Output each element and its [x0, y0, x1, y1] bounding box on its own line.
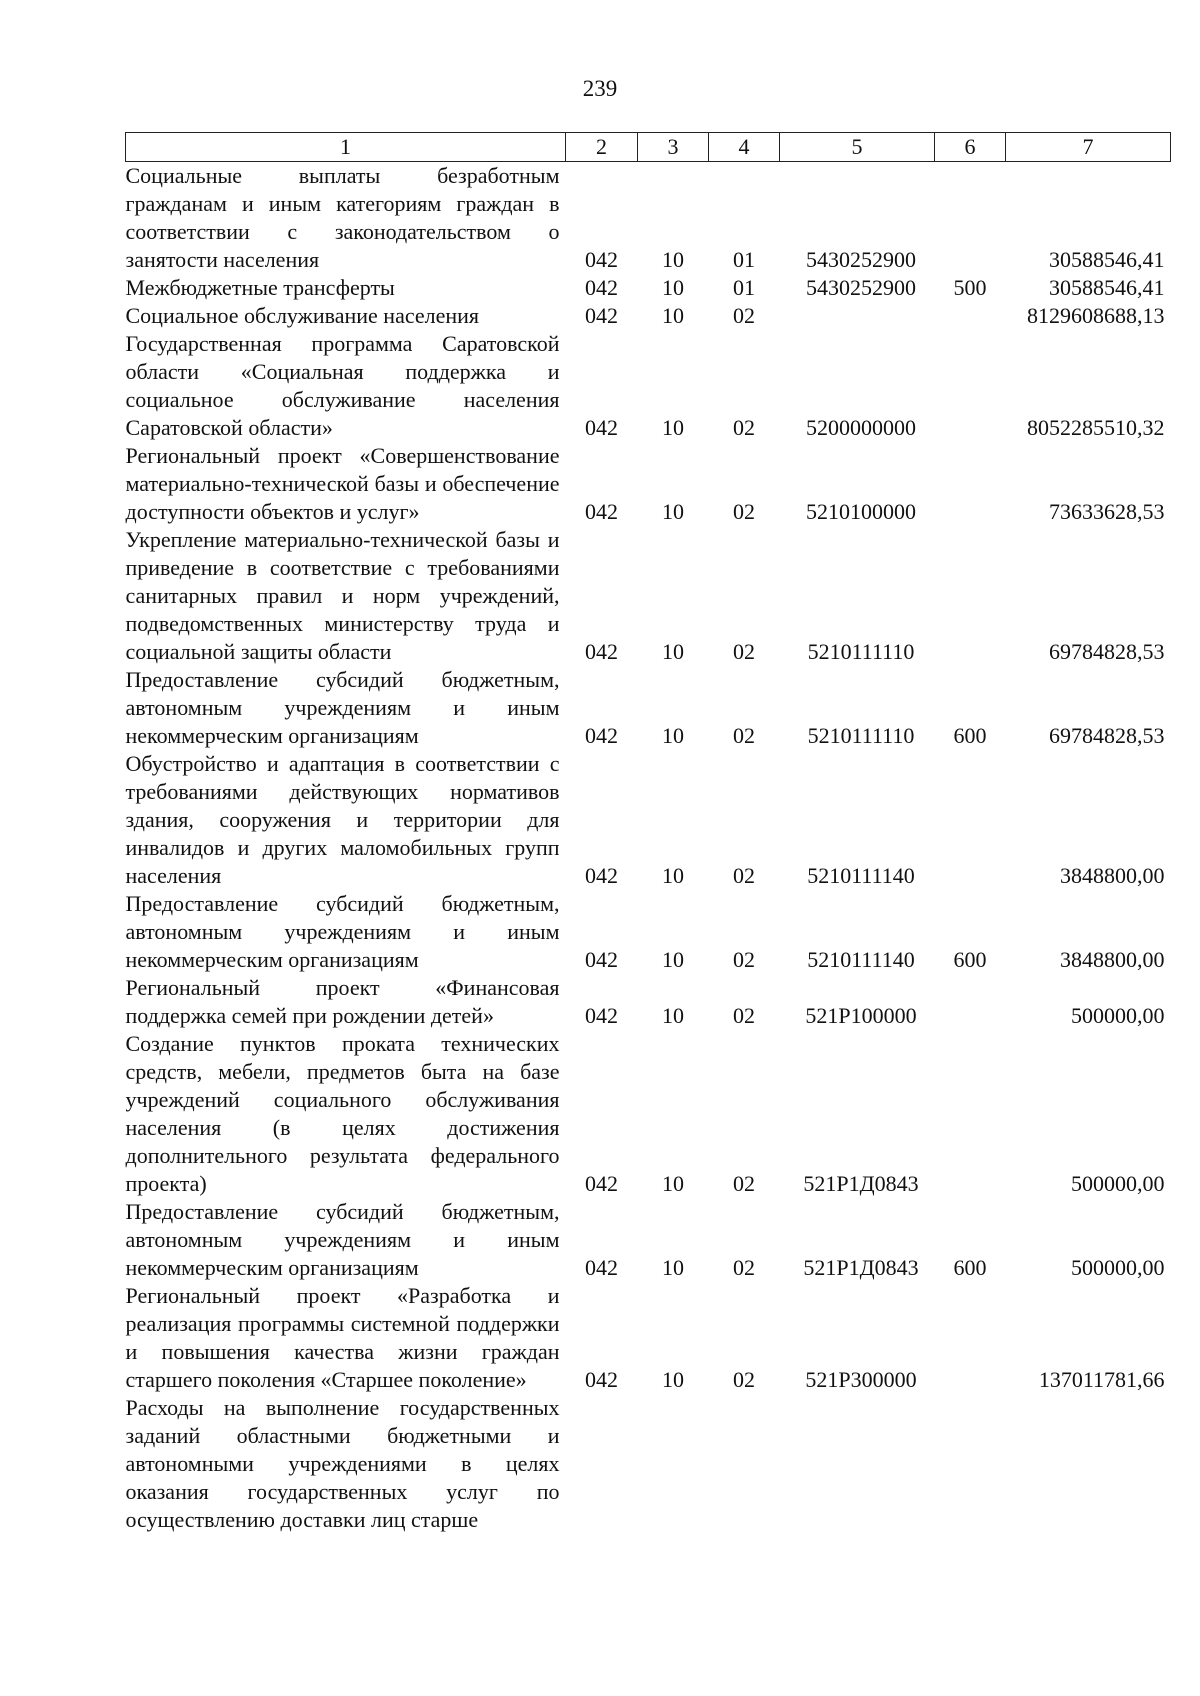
expense-name-cell: Предоставление субсидий бюджетным, автономным учреждениям и иным некоммерческим организациям: [125, 1199, 560, 1280]
ministry-code-cell: 042: [585, 1367, 618, 1392]
header-cell-6: 6: [935, 133, 1006, 162]
table-row: [126, 1394, 1171, 1534]
section-code-cell: 10: [662, 863, 684, 888]
amount-cell: 30588546,41: [1049, 275, 1165, 300]
ministry-code-cell: 042: [585, 499, 618, 524]
subsection-code-cell: 02: [733, 415, 755, 440]
target-article-cell: 5210111110: [807, 639, 915, 664]
ministry-code-cell: 042: [585, 247, 618, 272]
table-row: [126, 302, 1171, 330]
amount-cell: 500000,00: [1071, 1171, 1165, 1196]
expense-name-cell: Межбюджетные трансферты: [125, 275, 395, 300]
ministry-code-cell: 042: [585, 639, 618, 664]
expense-name-cell: Обустройство и адаптация в соответствии с требованиями действующих нормативов здания, сооружения и территории для инвалидов и других маломобильных групп населения: [125, 751, 560, 888]
header-cell-5: 5: [780, 133, 935, 162]
amount-cell: 73633628,53: [1049, 499, 1165, 524]
table-row: [126, 274, 1171, 302]
amount-cell: 500000,00: [1071, 1255, 1165, 1280]
target-article-cell: 5430252900: [806, 275, 916, 300]
amount-cell: 3848800,00: [1060, 947, 1165, 972]
ministry-code-cell: 042: [585, 1003, 618, 1028]
amount-cell: 69784828,53: [1049, 723, 1165, 748]
amount-cell: 8052285510,32: [1027, 415, 1165, 440]
section-code-cell: [638, 1394, 709, 1534]
subsection-code-cell: 02: [733, 863, 755, 888]
ministry-code-cell: 042: [585, 863, 618, 888]
expense-group-cell: [935, 162, 1006, 275]
subsection-code-cell: 02: [733, 723, 755, 748]
section-code-cell: 10: [662, 947, 684, 972]
table-row: [126, 526, 1171, 666]
table-row: [126, 1030, 1171, 1198]
header-cell-1: 1: [126, 133, 566, 162]
table-row: [126, 1198, 1171, 1282]
expense-name-cell: Предоставление субсидий бюджетным, автономным учреждениям и иным некоммерческим организациям: [125, 667, 560, 748]
section-code-cell: 10: [662, 275, 684, 300]
target-article-cell: 5430252900: [806, 247, 916, 272]
header-cell-3: 3: [638, 133, 709, 162]
ministry-code-cell: 042: [585, 1171, 618, 1196]
expense-name-cell: Создание пунктов проката технических средств, мебели, предметов быта на базе учреждений социального обслуживания населения (в целях достижения дополнительного результата федерального проекта): [125, 1031, 560, 1196]
subsection-code-cell: 02: [733, 1171, 755, 1196]
expense-group-cell: [935, 1282, 1006, 1394]
section-code-cell: 10: [662, 639, 684, 664]
expense-name-cell: Социальные выплаты безработным гражданам и иным категориям граждан в соответствии с законодательством о занятости населения: [125, 163, 560, 272]
table-row: [126, 1282, 1171, 1394]
expense-group-cell: [935, 442, 1006, 526]
table-row: [126, 162, 1171, 275]
subsection-code-cell: 02: [733, 1255, 755, 1280]
expense-group-cell: [935, 330, 1006, 442]
expense-name-cell: Государственная программа Саратовской области «Социальная поддержка и социальное обслуживание населения Саратовской области»: [125, 331, 560, 440]
budget-table: [125, 132, 1171, 1534]
amount-cell: 3848800,00: [1060, 863, 1165, 888]
table-row: [126, 750, 1171, 890]
table-body: [126, 162, 1171, 1535]
target-article-cell: 521P1Д0843: [803, 1171, 919, 1196]
amount-cell: 137011781,66: [1038, 1367, 1165, 1392]
expense-name-cell: Укрепление материально-технической базы и приведение в соответствие с требованиями санитарных правил и норм учреждений, подведомственных министерству труда и социальной защиты области: [125, 527, 560, 664]
header-cell-2: 2: [566, 133, 638, 162]
subsection-code-cell: 02: [733, 1003, 755, 1028]
ministry-code-cell: 042: [585, 723, 618, 748]
amount-cell: 8129608688,13: [1027, 303, 1165, 328]
section-code-cell: 10: [662, 303, 684, 328]
ministry-code-cell: [566, 1394, 638, 1534]
page-number: 239: [582, 76, 618, 101]
expense-group-cell: [935, 1030, 1006, 1198]
expense-name-cell: Региональный проект «Финансовая поддержка семей при рождении детей»: [125, 975, 560, 1028]
ministry-code-cell: 042: [585, 415, 618, 440]
target-article-cell: 521P1Д0843: [803, 1255, 919, 1280]
header-cell-4: 4: [709, 133, 780, 162]
target-article-cell: 5210111140: [807, 947, 915, 972]
table-header: [126, 133, 1171, 162]
subsection-code-cell: 02: [733, 499, 755, 524]
expense-name-cell: Региональный проект «Совершенствование материально-технической базы и обеспечение доступности объектов и услуг»: [125, 443, 560, 524]
budget-table-container: [125, 132, 1170, 1534]
subsection-code-cell: 02: [733, 947, 755, 972]
amount-cell: 30588546,41: [1049, 247, 1165, 272]
header-row: [126, 133, 1171, 162]
table-row: [126, 442, 1171, 526]
table-row: [126, 330, 1171, 442]
table-row: [126, 974, 1171, 1030]
section-code-cell: 10: [662, 1255, 684, 1280]
target-article-cell: 521P100000: [805, 1003, 917, 1028]
expense-group-cell: [935, 974, 1006, 1030]
expense-group-cell: [935, 1394, 1006, 1534]
target-article-cell: 5210111140: [807, 863, 915, 888]
amount-cell: 69784828,53: [1049, 639, 1165, 664]
expense-name-cell: Предоставление субсидий бюджетным, автономным учреждениям и иным некоммерческим организациям: [125, 891, 560, 972]
section-code-cell: 10: [662, 415, 684, 440]
subsection-code-cell: 02: [733, 303, 755, 328]
section-code-cell: 10: [662, 1367, 684, 1392]
amount-cell: 500000,00: [1071, 1003, 1165, 1028]
table-row: [126, 666, 1171, 750]
expense-group-cell: [935, 526, 1006, 666]
section-code-cell: 10: [662, 723, 684, 748]
table-row: [126, 890, 1171, 974]
target-article-cell: [780, 302, 935, 330]
amount-cell: [1006, 1394, 1171, 1534]
subsection-code-cell: 01: [733, 275, 755, 300]
target-article-cell: 5210100000: [806, 499, 916, 524]
expense-group-cell: 500: [953, 275, 987, 300]
target-article-cell: 5200000000: [806, 415, 916, 440]
expense-group-cell: [935, 750, 1006, 890]
expense-name-cell: Региональный проект «Разработка и реализация программы системной поддержки и повышения качества жизни граждан старшего поколения «Старшее поколение»: [125, 1283, 560, 1392]
expense-name-cell: Социальное обслуживание населения: [125, 303, 480, 328]
header-cell-7: 7: [1006, 133, 1171, 162]
subsection-code-cell: 02: [733, 639, 755, 664]
ministry-code-cell: 042: [585, 1255, 618, 1280]
section-code-cell: 10: [662, 1171, 684, 1196]
target-article-cell: [780, 1394, 935, 1534]
section-code-cell: 10: [662, 499, 684, 524]
expense-name-cell: Расходы на выполнение государственных заданий областными бюджетными и автономными учреждениями в целях оказания государственных услуг по осуществлению доставки лиц старше: [125, 1395, 560, 1532]
ministry-code-cell: 042: [585, 303, 618, 328]
section-code-cell: 10: [662, 247, 684, 272]
target-article-cell: 5210111110: [807, 723, 915, 748]
subsection-code-cell: [709, 1394, 780, 1534]
expense-group-cell: 600: [953, 1255, 987, 1280]
ministry-code-cell: 042: [585, 947, 618, 972]
section-code-cell: 10: [662, 1003, 684, 1028]
ministry-code-cell: 042: [585, 275, 618, 300]
subsection-code-cell: 02: [733, 1367, 755, 1392]
expense-group-cell: [935, 302, 1006, 330]
subsection-code-cell: 01: [733, 247, 755, 272]
target-article-cell: 521P300000: [805, 1367, 917, 1392]
expense-group-cell: 600: [953, 947, 987, 972]
expense-group-cell: 600: [953, 723, 987, 748]
